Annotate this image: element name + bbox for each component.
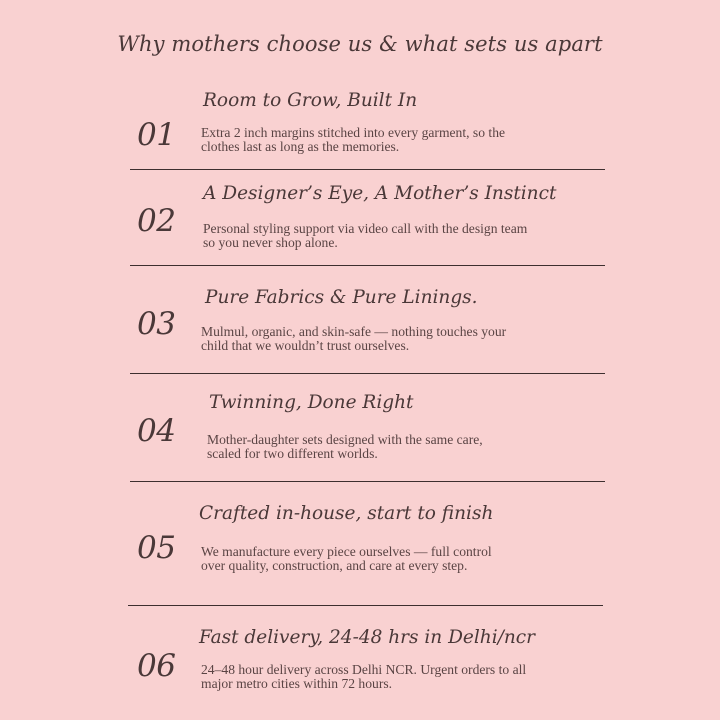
page-title: Why mothers choose us & what sets us apart	[117, 32, 603, 56]
feature-description: 24–48 hour delivery across Delhi NCR. Urgent orders to all major metro cities within 72 hours.	[201, 662, 527, 691]
feature-number: 03	[137, 306, 176, 342]
divider	[130, 373, 605, 374]
feature-heading: Room to Grow, Built In	[203, 90, 418, 111]
feature-heading: Crafted in-house, start to finish	[199, 503, 494, 524]
divider	[130, 481, 605, 482]
feature-description: We manufacture every piece ourselves — full control over quality, construction, and care at every step.	[201, 544, 492, 573]
divider	[130, 169, 605, 170]
feature-number: 01	[137, 117, 176, 153]
feature-number: 04	[137, 413, 176, 449]
feature-heading: Twinning, Done Right	[209, 392, 414, 413]
feature-description: Mother-daughter sets designed with the same care, scaled for two different worlds.	[207, 432, 483, 461]
feature-number: 02	[137, 203, 176, 239]
feature-heading: A Designer’s Eye, A Mother’s Instinct	[203, 183, 557, 204]
divider	[128, 605, 603, 606]
feature-description: Personal styling support via video call with the design team so you never shop alone.	[203, 221, 528, 250]
feature-number: 06	[137, 648, 176, 684]
feature-description: Extra 2 inch margins stitched into every garment, so the clothes last as long as the memories.	[201, 125, 506, 154]
feature-heading: Pure Fabrics & Pure Linings.	[205, 287, 478, 308]
feature-description: Mulmul, organic, and skin-safe — nothing touches your child that we wouldn’t trust ourselves.	[201, 324, 507, 353]
feature-number: 05	[137, 530, 176, 566]
divider	[130, 265, 605, 266]
feature-heading: Fast delivery, 24-48 hrs in Delhi/ncr	[199, 627, 535, 648]
